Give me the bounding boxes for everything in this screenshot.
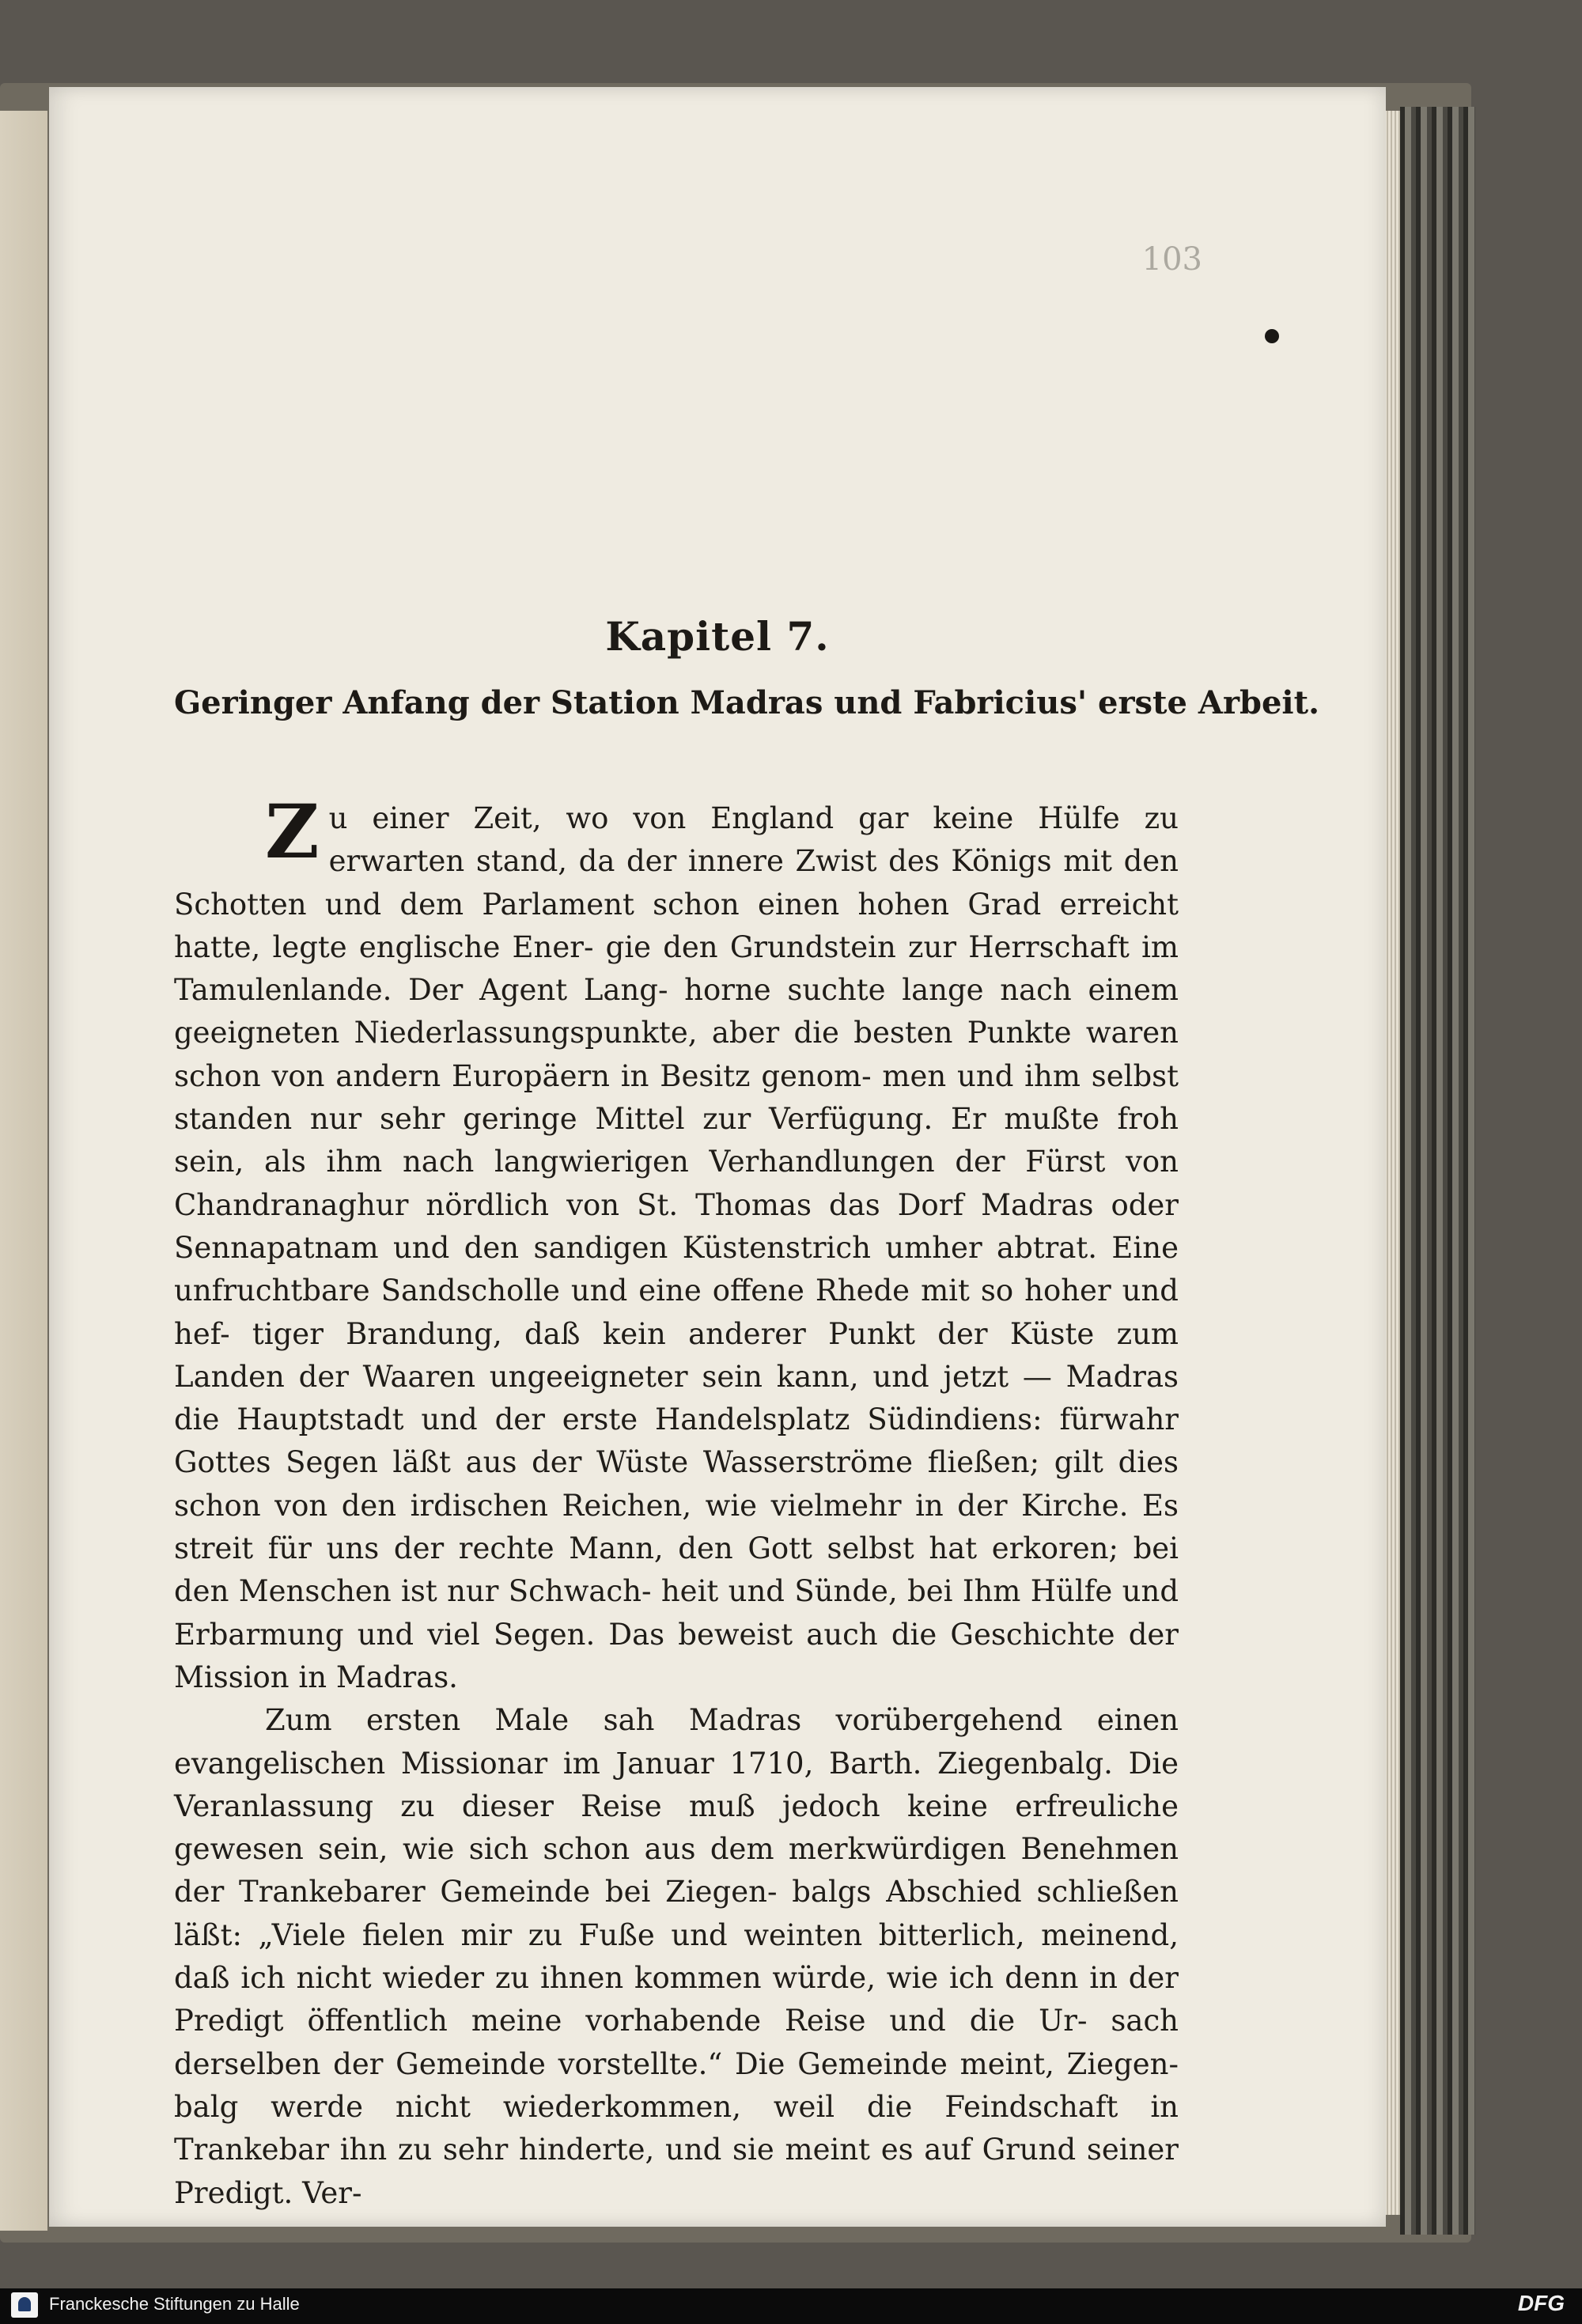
bleed-through-page-number: 103 — [1141, 241, 1202, 278]
dfg-logo: DFG — [1517, 2291, 1565, 2315]
paragraph-1 — [174, 789, 1179, 1699]
body-text — [174, 789, 1179, 2215]
ink-dot — [1265, 329, 1279, 343]
paragraph-1-text: u einer Zeit, wo von England gar keine Hülfe zu erwarten stand, da der innere Zwist des Königs mit den Schotten und dem Parlament schon einen hohen Grad erreicht hatte, legte englische Ener- gie den Grundstein zur Herrschaft im Tamulenlande. Der Agent Lang- horne suchte lange nach einem geeigneten Niederlassungspunkte, aber die besten Punkte waren schon von andern Europäern in Besitz genom- men und ihm selbst standen nur sehr geringe Mittel zur Verfügung. Er mußte froh sein, als ihm nach langwierigen Verhandlungen der Fürst von Chandranaghur nördlich von St. Thomas das Dorf Madras oder Sennapatnam und den sandigen Küstenstrich umher abtrat. Eine unfruchtbare Sandscholle und eine offene Rhede mit so hoher und hef- tiger Brandung, daß kein anderer Punkt der Küste zum Landen der Waaren ungeeigneter sein kann, und jetzt — Madras die Hauptstadt und der erste Handelsplatz Südindiens: fürwahr Gottes Segen läßt aus der Wüste Wasserströme fließen; gilt dies schon von den irdischen Reichen, wie vielmehr in der Kirche. Es streit für uns der rechte Mann, den Gott selbst hat erkoren; bei den Menschen ist nur Schwach- heit und Sünde, bei Ihm Hülfe und Erbarmung und viel Segen. Das beweist auch die Geschichte der Mission in Madras. — [174, 801, 1179, 1694]
chapter-title: Kapitel 7. — [605, 613, 830, 660]
paragraph-2: Zum ersten Male sah Madras vorübergehend einen evangelischen Missionar im Januar 1710, Barth. Ziegenbalg. Die Veranlassung zu dieser Reise muß jedoch keine erfreuliche gewesen sein, wie sich schon aus dem merkwürdigen Benehmen der Trankebarer Gemeinde bei Ziegen- balgs Abschied schließen läßt: „Viele fielen mir zu Fuße und weinten bitterlich, meinend, daß ich nicht wieder zu ihnen kommen würde, wie ich denn in der Predigt öffentlich meine vorhabende Reise und die Ur- sach derselben der Gemeinde vorstellte.“ Die Gemeinde meint, Ziegen- balg werde nicht wiederkommen, weil die Feindschaft in Trankebar ihn zu sehr hinderte, und sie meint es auf Grund seiner Predigt. Ver- — [174, 1703, 1179, 2210]
drop-cap: Z — [265, 789, 320, 876]
franckesche-stiftungen-logo-icon — [11, 2292, 38, 2318]
book-spine — [1400, 107, 1475, 2235]
footer-institution: Franckesche Stiftungen zu Halle — [49, 2294, 300, 2314]
left-page-edge — [0, 111, 47, 2231]
chapter-subtitle: Geringer Anfang der Station Madras und Fabricius' erste Arbeit. — [174, 684, 1320, 721]
